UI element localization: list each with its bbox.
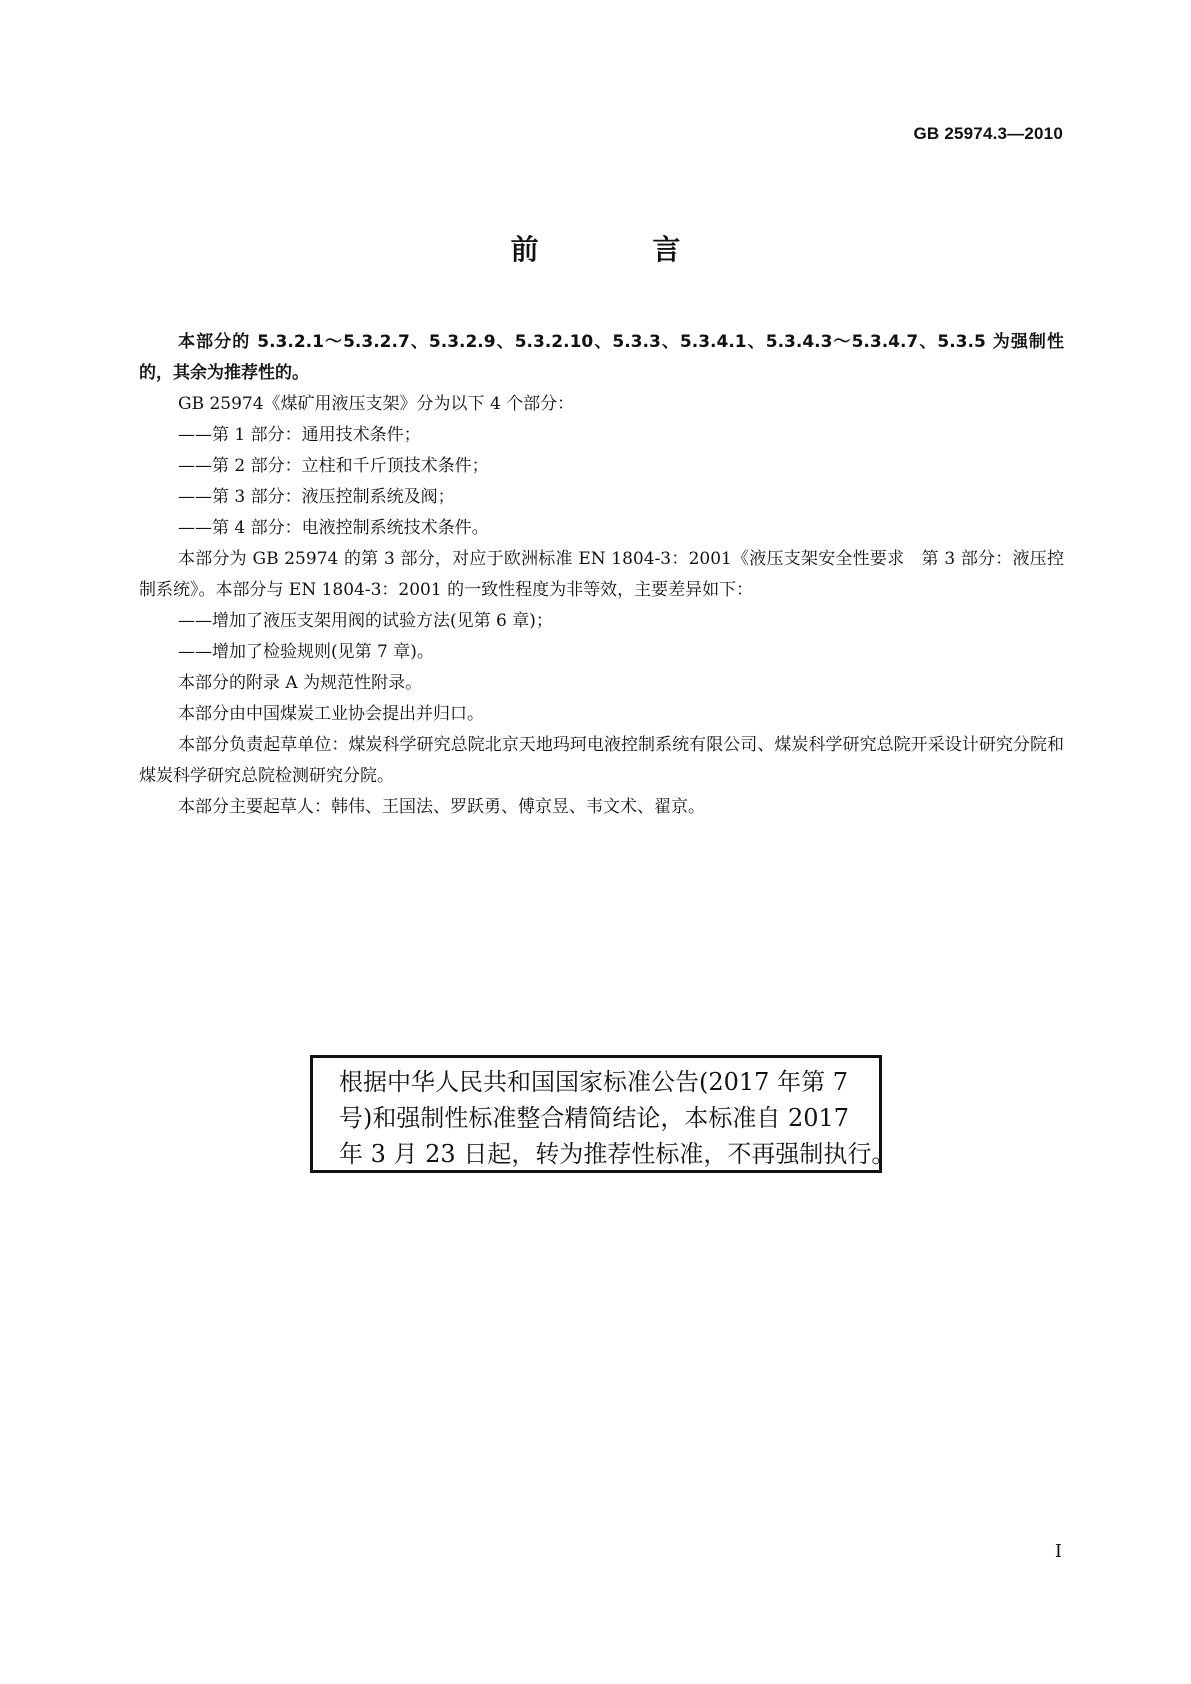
notice-box bbox=[310, 1055, 896, 1173]
list-item-difference-1: ——增加了液压支架用阀的试验方法(见第 6 章)； bbox=[178, 611, 553, 631]
notice-line-1: 根据中华人民共和国国家标准公告(2017 年第 7 bbox=[339, 1068, 848, 1096]
list-item-part-2: ——第 2 部分：立柱和千斤顶技术条件； bbox=[178, 456, 489, 476]
foreword-body bbox=[139, 327, 1064, 823]
paragraph-correspondence: 本部分为 GB 25974 的第 3 部分，对应于欧洲标准 EN 1804-3：2001《液压支架安全性要求 第 3 部分：液压控制系统》。本部分与 EN 1804-3：2001 的一致性程度为非等效，主要差异如下： bbox=[139, 549, 1064, 600]
paragraph-annex: 本部分的附录 A 为规范性附录。 bbox=[178, 673, 423, 693]
paragraph-proposer: 本部分由中国煤炭工业协会提出并归口。 bbox=[178, 704, 484, 724]
list-item-difference-2: ——增加了检验规则(见第 7 章)。 bbox=[178, 642, 434, 662]
paragraph-drafting-units: 本部分负责起草单位：煤炭科学研究总院北京天地玛珂电液控制系统有限公司、煤炭科学研究总院开采设计研究分院和煤炭科学研究总院检测研究分院。 bbox=[139, 735, 1064, 786]
list-item-part-1: ——第 1 部分：通用技术条件； bbox=[178, 425, 421, 445]
standard-code: GB 25974.3—2010 bbox=[913, 124, 1063, 143]
list-item-part-4: ——第 4 部分：电液控制系统技术条件。 bbox=[178, 518, 489, 538]
notice-line-2: 号)和强制性标准整合精简结论，本标准自 2017 bbox=[339, 1104, 850, 1132]
notice-line-3: 年 3 月 23 日起，转为推荐性标准，不再强制执行。 bbox=[339, 1140, 896, 1168]
paragraph-mandatory-clauses: 本部分的 5.3.2.1～5.3.2.7、5.3.2.9、5.3.2.10、5.3.3、5.3.4.1、5.3.4.3～5.3.4.7、5.3.5 为强制性的，其余为推荐性的。 bbox=[139, 332, 1064, 383]
page-number: I bbox=[1054, 1541, 1062, 1562]
paragraph-parts-intro: GB 25974《煤矿用液压支架》分为以下 4 个部分： bbox=[178, 394, 575, 414]
page-title: 前 言 bbox=[510, 233, 733, 266]
paragraph-drafters: 本部分主要起草人：韩伟、王国法、罗跃勇、傅京昱、韦文术、翟京。 bbox=[178, 797, 705, 817]
list-item-part-3: ——第 3 部分：液压控制系统及阀； bbox=[178, 487, 455, 507]
